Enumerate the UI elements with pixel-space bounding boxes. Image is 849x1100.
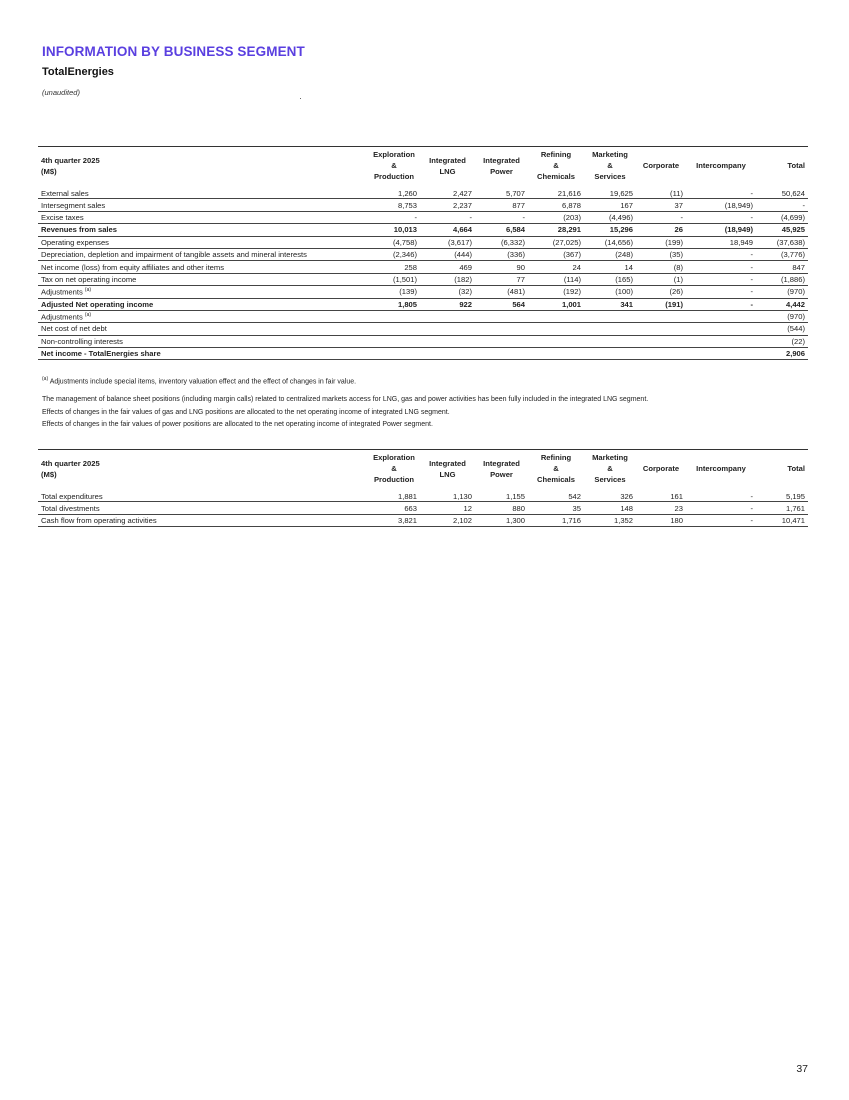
cell-value: 1,260 [368,187,420,199]
cell-value [368,335,420,347]
col-header-corporate: Corporate [636,450,686,490]
cell-value: (114) [528,273,584,285]
cell-value: (4,496) [584,211,636,223]
cell-value: 15,296 [584,224,636,236]
cell-value: 542 [528,490,584,502]
cell-value: (100) [584,286,636,298]
col-header-marketing: Marketing & Services [584,147,636,187]
cell-value [584,348,636,360]
cell-value [368,348,420,360]
row-label [38,502,368,514]
cell-value: 922 [420,298,475,310]
cell-value: 880 [475,502,528,514]
footnote-a [42,376,356,385]
col-header-lng: Integrated LNG [420,147,475,187]
cell-value: (248) [584,248,636,260]
table-row [38,298,808,310]
footnote-a-mark: (a) [42,376,49,382]
cell-value: 5,707 [475,187,528,199]
col-header-total: Total [756,450,808,490]
row-label [38,335,368,347]
cell-value: - [686,187,756,199]
cell-value: (367) [528,248,584,260]
cell-value: (4,758) [368,236,420,248]
cell-value [686,335,756,347]
table-row [38,310,808,322]
cell-value: (191) [636,298,686,310]
segment-results-table [38,146,808,360]
cell-value: 37 [636,199,686,211]
cell-value: 1,352 [584,514,636,526]
cell-value: 1,001 [528,298,584,310]
row-label-text: Adjusted Net operating income [41,299,154,309]
row-label-text: Total expenditures [41,491,103,501]
cell-value [420,348,475,360]
cell-value: - [420,211,475,223]
col-header-lng: Integrated LNG [420,450,475,490]
cell-value: 10,013 [368,224,420,236]
cell-value: (22) [756,335,808,347]
table-body [38,490,808,527]
note-lng: Effects of changes in the fair values of gas and LNG positions are allocated to the net operating income of integrated LNG segment. [42,409,450,416]
cell-value: 1,761 [756,502,808,514]
cell-value: 663 [368,502,420,514]
row-label [38,310,368,322]
cell-value: - [475,211,528,223]
cell-value: (544) [756,323,808,335]
cell-value: (4,699) [756,211,808,223]
cell-value: 6,584 [475,224,528,236]
cell-value: (1) [636,273,686,285]
cell-value: 26 [636,224,686,236]
cell-value: 564 [475,298,528,310]
row-label-text: Operating expenses [41,237,109,247]
unit-label: (M$) [41,166,57,176]
cell-value: 148 [584,502,636,514]
col-header-refining: Refining & Chemicals [528,450,584,490]
table-row [38,261,808,273]
cell-value: (444) [420,248,475,260]
cell-value: (336) [475,248,528,260]
cell-value: 1,716 [528,514,584,526]
cell-value: 18,949 [686,236,756,248]
cell-value [686,323,756,335]
cell-value: 1,881 [368,490,420,502]
row-label-text: Total divestments [41,503,100,513]
table-row [38,502,808,514]
row-label-text: External sales [41,188,89,198]
cell-value: (32) [420,286,475,298]
row-label-text: Adjustments [41,312,83,322]
cell-value: (970) [756,286,808,298]
row-label-text: Intersegment sales [41,200,106,210]
table-row [38,273,808,285]
row-label-text: Depreciation, depletion and impairment of tangible assets and mineral interests [41,250,307,260]
cell-value: (26) [636,286,686,298]
table-row [38,335,808,347]
cell-value [636,323,686,335]
col-header-exploration: Exploration & Production [368,147,420,187]
table-row [38,224,808,236]
cell-value [528,310,584,322]
cell-value: 4,664 [420,224,475,236]
cell-value: 3,821 [368,514,420,526]
table-row [38,248,808,260]
row-label [38,490,368,502]
table-row [38,211,808,223]
cell-value: - [686,261,756,273]
row-label-text: Net income (loss) from equity affiliates and other items [41,262,225,272]
table-row [38,199,808,211]
cell-value: (35) [636,248,686,260]
cell-value [584,323,636,335]
cell-value: (8) [636,261,686,273]
cell-value: - [636,211,686,223]
cell-value: 847 [756,261,808,273]
table-row [38,514,808,526]
row-label [38,199,368,211]
cell-value: 877 [475,199,528,211]
row-label-text: Non-controlling interests [41,336,123,346]
col-header-power: Integrated Power [475,450,528,490]
cell-value: (18,949) [686,224,756,236]
cell-value: 180 [636,514,686,526]
cell-value: (11) [636,187,686,199]
cell-value: 1,300 [475,514,528,526]
cell-value [636,335,686,347]
cell-value: (165) [584,273,636,285]
cell-value: (192) [528,286,584,298]
cell-value: (139) [368,286,420,298]
row-label-text: Excise taxes [41,212,84,222]
cell-value: 258 [368,261,420,273]
cell-value: 5,195 [756,490,808,502]
cell-value [368,323,420,335]
col-header-exploration: Exploration & Production [368,450,420,490]
row-label [38,248,368,260]
cell-value: 2,237 [420,199,475,211]
company-name: TotalEnergies [42,66,114,78]
row-label-text: Net cost of net debt [41,324,107,334]
cell-value: 28,291 [528,224,584,236]
table-row [38,236,808,248]
cell-value: 1,155 [475,490,528,502]
table-row [38,348,808,360]
cell-value: (2,346) [368,248,420,260]
cell-value: 1,130 [420,490,475,502]
cell-value: - [686,248,756,260]
cell-value: (14,656) [584,236,636,248]
row-label [38,187,368,199]
row-label [38,514,368,526]
row-label-text: Revenues from sales [41,225,117,235]
cell-value: 21,616 [528,187,584,199]
cell-value [420,323,475,335]
cell-value: (1,501) [368,273,420,285]
table-row [38,187,808,199]
page-title: INFORMATION BY BUSINESS SEGMENT [42,44,305,59]
cell-value: - [686,490,756,502]
cell-value: 469 [420,261,475,273]
cell-value: - [686,211,756,223]
capex-cashflow-table [38,449,808,527]
row-label-text: Adjustments [41,287,83,297]
cell-value: (970) [756,310,808,322]
note-balance-sheet: The management of balance sheet positions (including margin calls) related to centralized markets access for LNG, gas and power activities has been fully included in the integrated LNG segment. [42,396,649,403]
row-label-text: Tax on net operating income [41,274,137,284]
cell-value: (27,025) [528,236,584,248]
cell-value: - [686,273,756,285]
cell-value: 77 [475,273,528,285]
cell-value [528,323,584,335]
cell-value: 19,625 [584,187,636,199]
cell-value: (182) [420,273,475,285]
cell-value: 50,624 [756,187,808,199]
cell-value [686,310,756,322]
cell-value [475,348,528,360]
cell-value: (37,638) [756,236,808,248]
cell-value: - [686,502,756,514]
cell-value [584,310,636,322]
cell-value: (1,886) [756,273,808,285]
footnote-ref: (a) [84,311,92,318]
row-label [38,211,368,223]
period-header [38,147,368,187]
cell-value: (3,776) [756,248,808,260]
cell-value: 14 [584,261,636,273]
note-power: Effects of changes in the fair values of power positions are allocated to the net operating income of integrated Power segment. [42,421,433,428]
row-label [38,261,368,273]
cell-value: 35 [528,502,584,514]
col-header-marketing: Marketing & Services [584,450,636,490]
cell-value: (3,617) [420,236,475,248]
cell-value: 6,878 [528,199,584,211]
col-header-refining: Refining & Chemicals [528,147,584,187]
row-label-text: Net income - TotalEnergies share [41,349,161,359]
cell-value: 24 [528,261,584,273]
col-header-total: Total [756,147,808,187]
cell-value: - [756,199,808,211]
cell-value: (199) [636,236,686,248]
cell-value: 326 [584,490,636,502]
row-label-text: Cash flow from operating activities [41,515,157,525]
cell-value [475,323,528,335]
table-row [38,286,808,298]
table-row [38,323,808,335]
cell-value: (6,332) [475,236,528,248]
cell-value: 161 [636,490,686,502]
cell-value: (18,949) [686,199,756,211]
cell-value: - [368,211,420,223]
table-row [38,490,808,502]
cell-value [475,335,528,347]
row-label [38,298,368,310]
row-label [38,236,368,248]
cell-value [528,348,584,360]
cell-value [420,335,475,347]
table-body [38,187,808,360]
col-header-corporate: Corporate [636,147,686,187]
cell-value: 4,442 [756,298,808,310]
cell-value [686,348,756,360]
cell-value: 1,805 [368,298,420,310]
period-label: 4th quarter 2025 [41,155,100,165]
cell-value [528,335,584,347]
cell-value: - [686,286,756,298]
cell-value: 12 [420,502,475,514]
unaudited-note: (unaudited) [42,88,80,97]
cell-value: 2,102 [420,514,475,526]
row-label [38,273,368,285]
row-label [38,348,368,360]
cell-value [475,310,528,322]
cell-value [584,335,636,347]
footnote-ref: (a) [84,287,92,294]
period-header [38,450,368,490]
cell-value: 167 [584,199,636,211]
cell-value: 2,906 [756,348,808,360]
cell-value: 90 [475,261,528,273]
cell-value: - [686,514,756,526]
row-label [38,224,368,236]
page-number: 37 [796,1063,808,1075]
table-header-row [38,147,808,187]
row-label [38,323,368,335]
cell-value [420,310,475,322]
cell-value: 10,471 [756,514,808,526]
cell-value [368,310,420,322]
cell-value [636,310,686,322]
col-header-power: Integrated Power [475,147,528,187]
cell-value: 8,753 [368,199,420,211]
cell-value: - [686,298,756,310]
footnote-a-text: Adjustments include special items, inventory valuation effect and the effect of changes in fair value. [49,378,357,386]
table-header-row [38,450,808,490]
row-label [38,286,368,298]
period-label: 4th quarter 2025 [41,458,100,468]
cell-value: 45,925 [756,224,808,236]
col-header-intercompany: Intercompany [686,147,756,187]
cell-value: 341 [584,298,636,310]
cell-value [636,348,686,360]
col-header-intercompany: Intercompany [686,450,756,490]
cell-value: 2,427 [420,187,475,199]
stray-dot [300,98,301,99]
unit-label: (M$) [41,469,57,479]
cell-value: (203) [528,211,584,223]
cell-value: 23 [636,502,686,514]
cell-value: (481) [475,286,528,298]
